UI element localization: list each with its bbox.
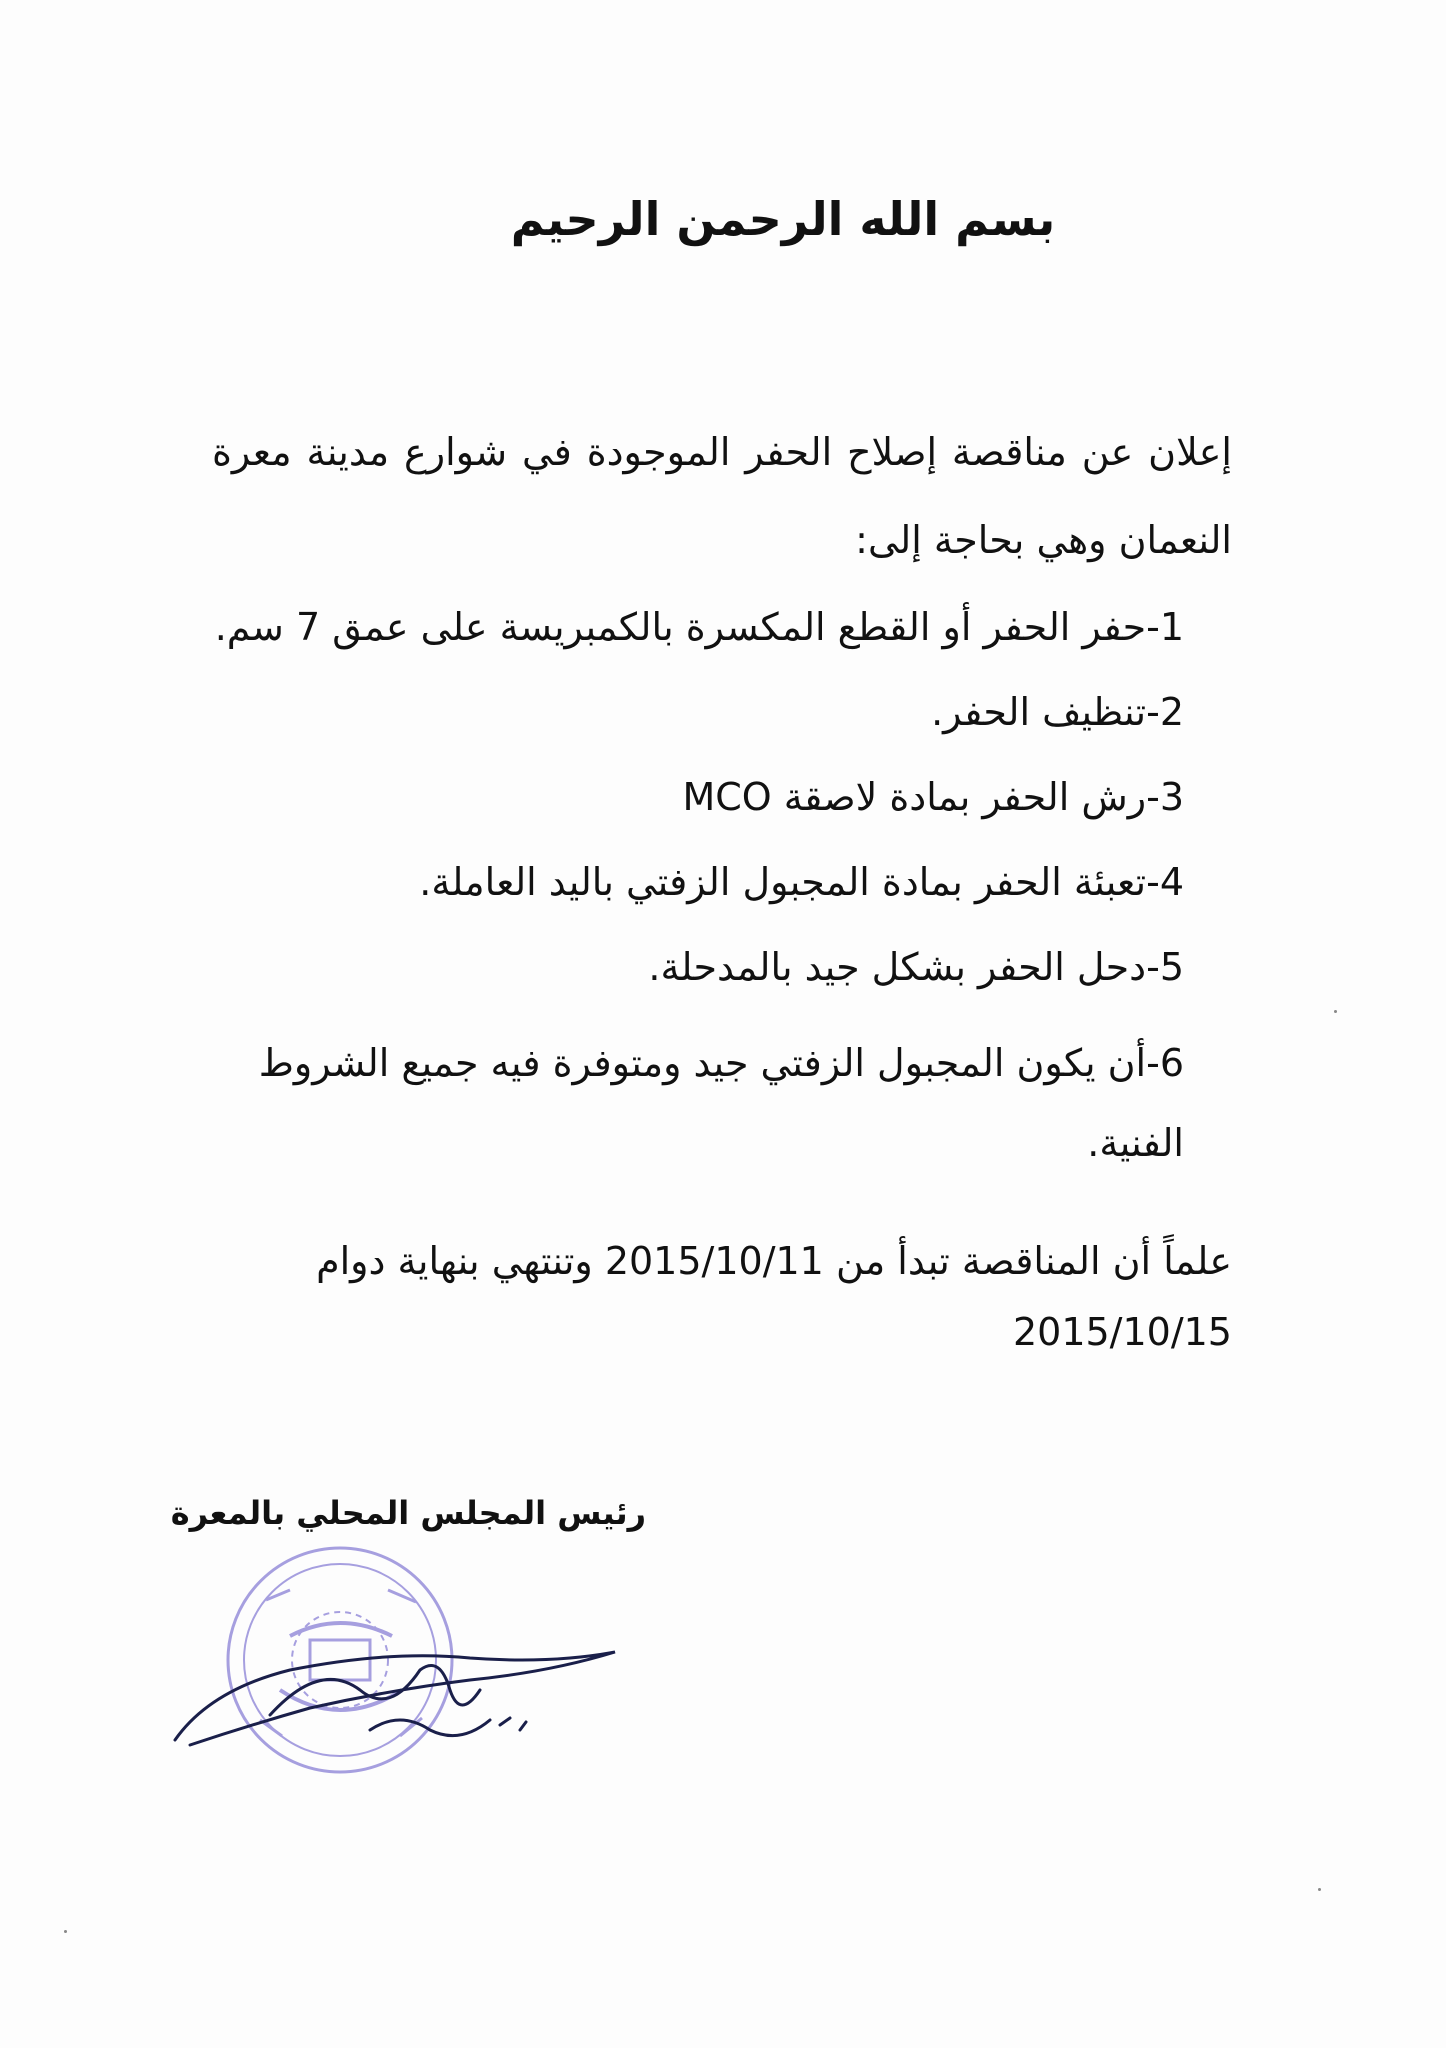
list-item: 5-دحل الحفر بشكل جيد بالمدحلة. bbox=[648, 945, 1184, 989]
basmala-heading: بسم الله الرحمن الرحيم bbox=[510, 192, 1056, 246]
official-stamp-and-signature bbox=[170, 1540, 650, 1790]
tender-dates-note: علماً أن المناقصة تبدأ من 2015/10/11 وتنتهي بنهاية دوام bbox=[316, 1239, 1232, 1283]
signature bbox=[175, 1652, 615, 1745]
signer-title: رئيس المجلس المحلي بالمعرة bbox=[170, 1494, 646, 1532]
scan-speck bbox=[1334, 1010, 1337, 1013]
list-item: 2-تنظيف الحفر. bbox=[931, 690, 1184, 734]
scan-speck bbox=[1318, 1888, 1321, 1891]
requirements-list bbox=[204, 598, 1184, 1210]
scan-speck bbox=[64, 1930, 67, 1933]
list-item: 4-تعبئة الحفر بمادة المجبول الزفتي باليد العاملة. bbox=[419, 860, 1184, 904]
stamp-seal bbox=[228, 1548, 452, 1772]
list-item: 6-أن يكون المجبول الزفتي جيد ومتوفرة فيه جميع الشروط الفنية. bbox=[258, 1041, 1184, 1165]
end-date: 2015/10/15 bbox=[1012, 1310, 1232, 1354]
announcement-intro: إعلان عن مناقصة إصلاح الحفر الموجودة في شوارع مدينة معرة النعمان وهي بحاجة إلى: bbox=[212, 430, 1232, 562]
list-item: 3-رش الحفر بمادة لاصقة MCO bbox=[682, 775, 1184, 819]
list-item: 1-حفر الحفر أو القطع المكسرة بالكمبريسة على عمق 7 سم. bbox=[214, 605, 1184, 649]
